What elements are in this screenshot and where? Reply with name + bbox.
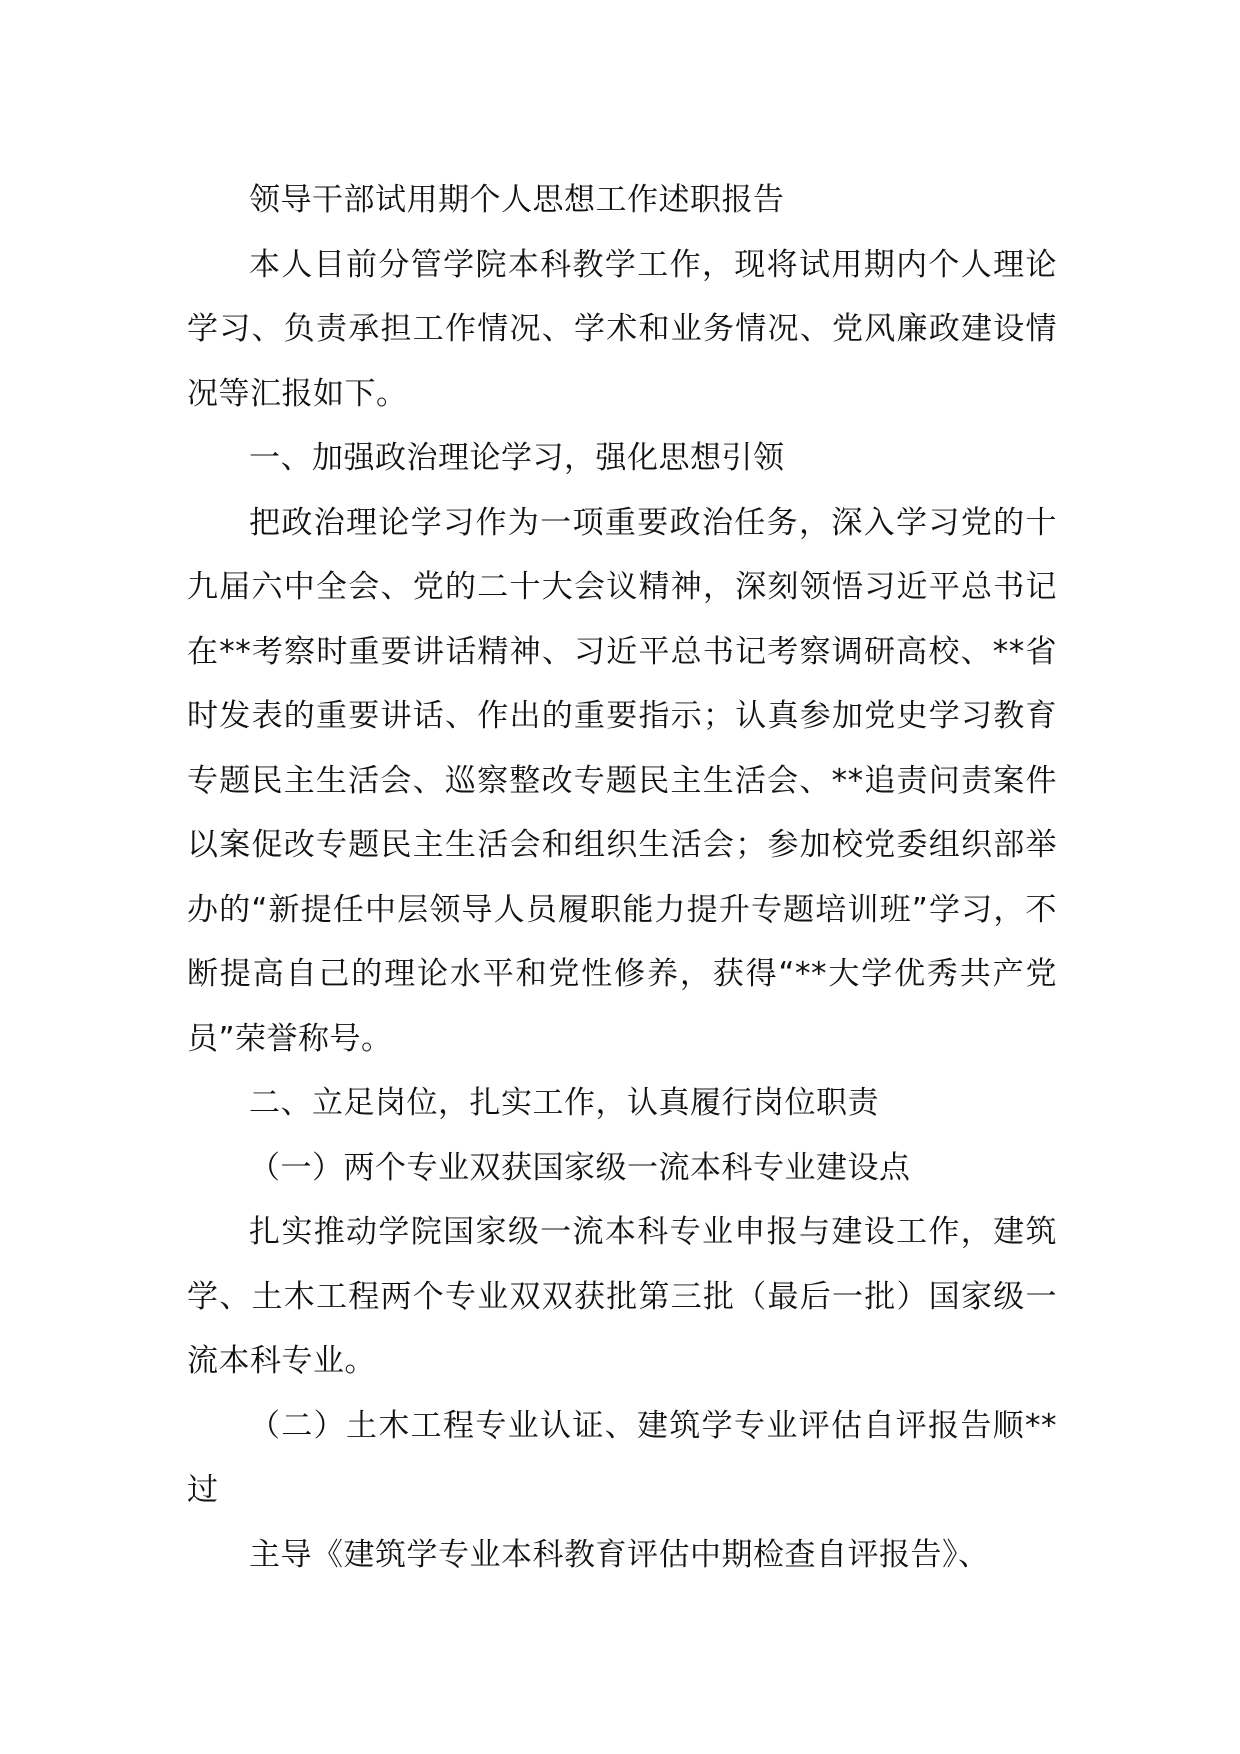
paragraph-self-evaluation: 主导《建筑学专业本科教育评估中期检查自评报告》、 [249, 1536, 990, 1573]
paragraph-intro: 本人目前分管学院本科教学工作，现将试用期内个人理论学习、负责承担工作情况、学术和业务情况、党风廉政建设情况等汇报如下。 [187, 246, 1057, 412]
subsection-heading-1: （一）两个专业双获国家级一流本科专业建设点 [249, 1149, 911, 1186]
document-page [187, 168, 1057, 1587]
paragraph-first-class-majors: 扎实推动学院国家级一流本科专业申报与建设工作，建筑学、土木工程两个专业双双获批第三批（最后一批）国家级一流本科专业。 [187, 1214, 1057, 1379]
document-title: 领导干部试用期个人思想工作述职报告 [249, 182, 785, 218]
section-heading-2: 二、立足岗位，扎实工作，认真履行岗位职责 [249, 1085, 879, 1121]
section-heading-1: 一、加强政治理论学习，强化思想引领 [249, 440, 785, 476]
subsection-heading-2: （二）土木工程专业认证、建筑学专业评估自评报告顺**过 [187, 1407, 1057, 1508]
paragraph-political-study: 把政治理论学习作为一项重要政治任务，深入学习党的十九届六中全会、党的二十大会议精神，深刻领悟习近平总书记在**考察时重要讲话精神、习近平总书记考察调研高校、**省时发表的重要讲话、作出的重要指示；认真参加党史学习教育专题民主生活会、巡察整改专题民主生活会、**追责问责案件以案促改专题民主生活会和组织生活会；参加校党委组织部举办的“新提任中层领导人员履职能力提升专题培训班”学习，不断提高自己的理论水平和党性修养，获得“**大学优秀共产党员”荣誉称号。 [187, 504, 1057, 1057]
